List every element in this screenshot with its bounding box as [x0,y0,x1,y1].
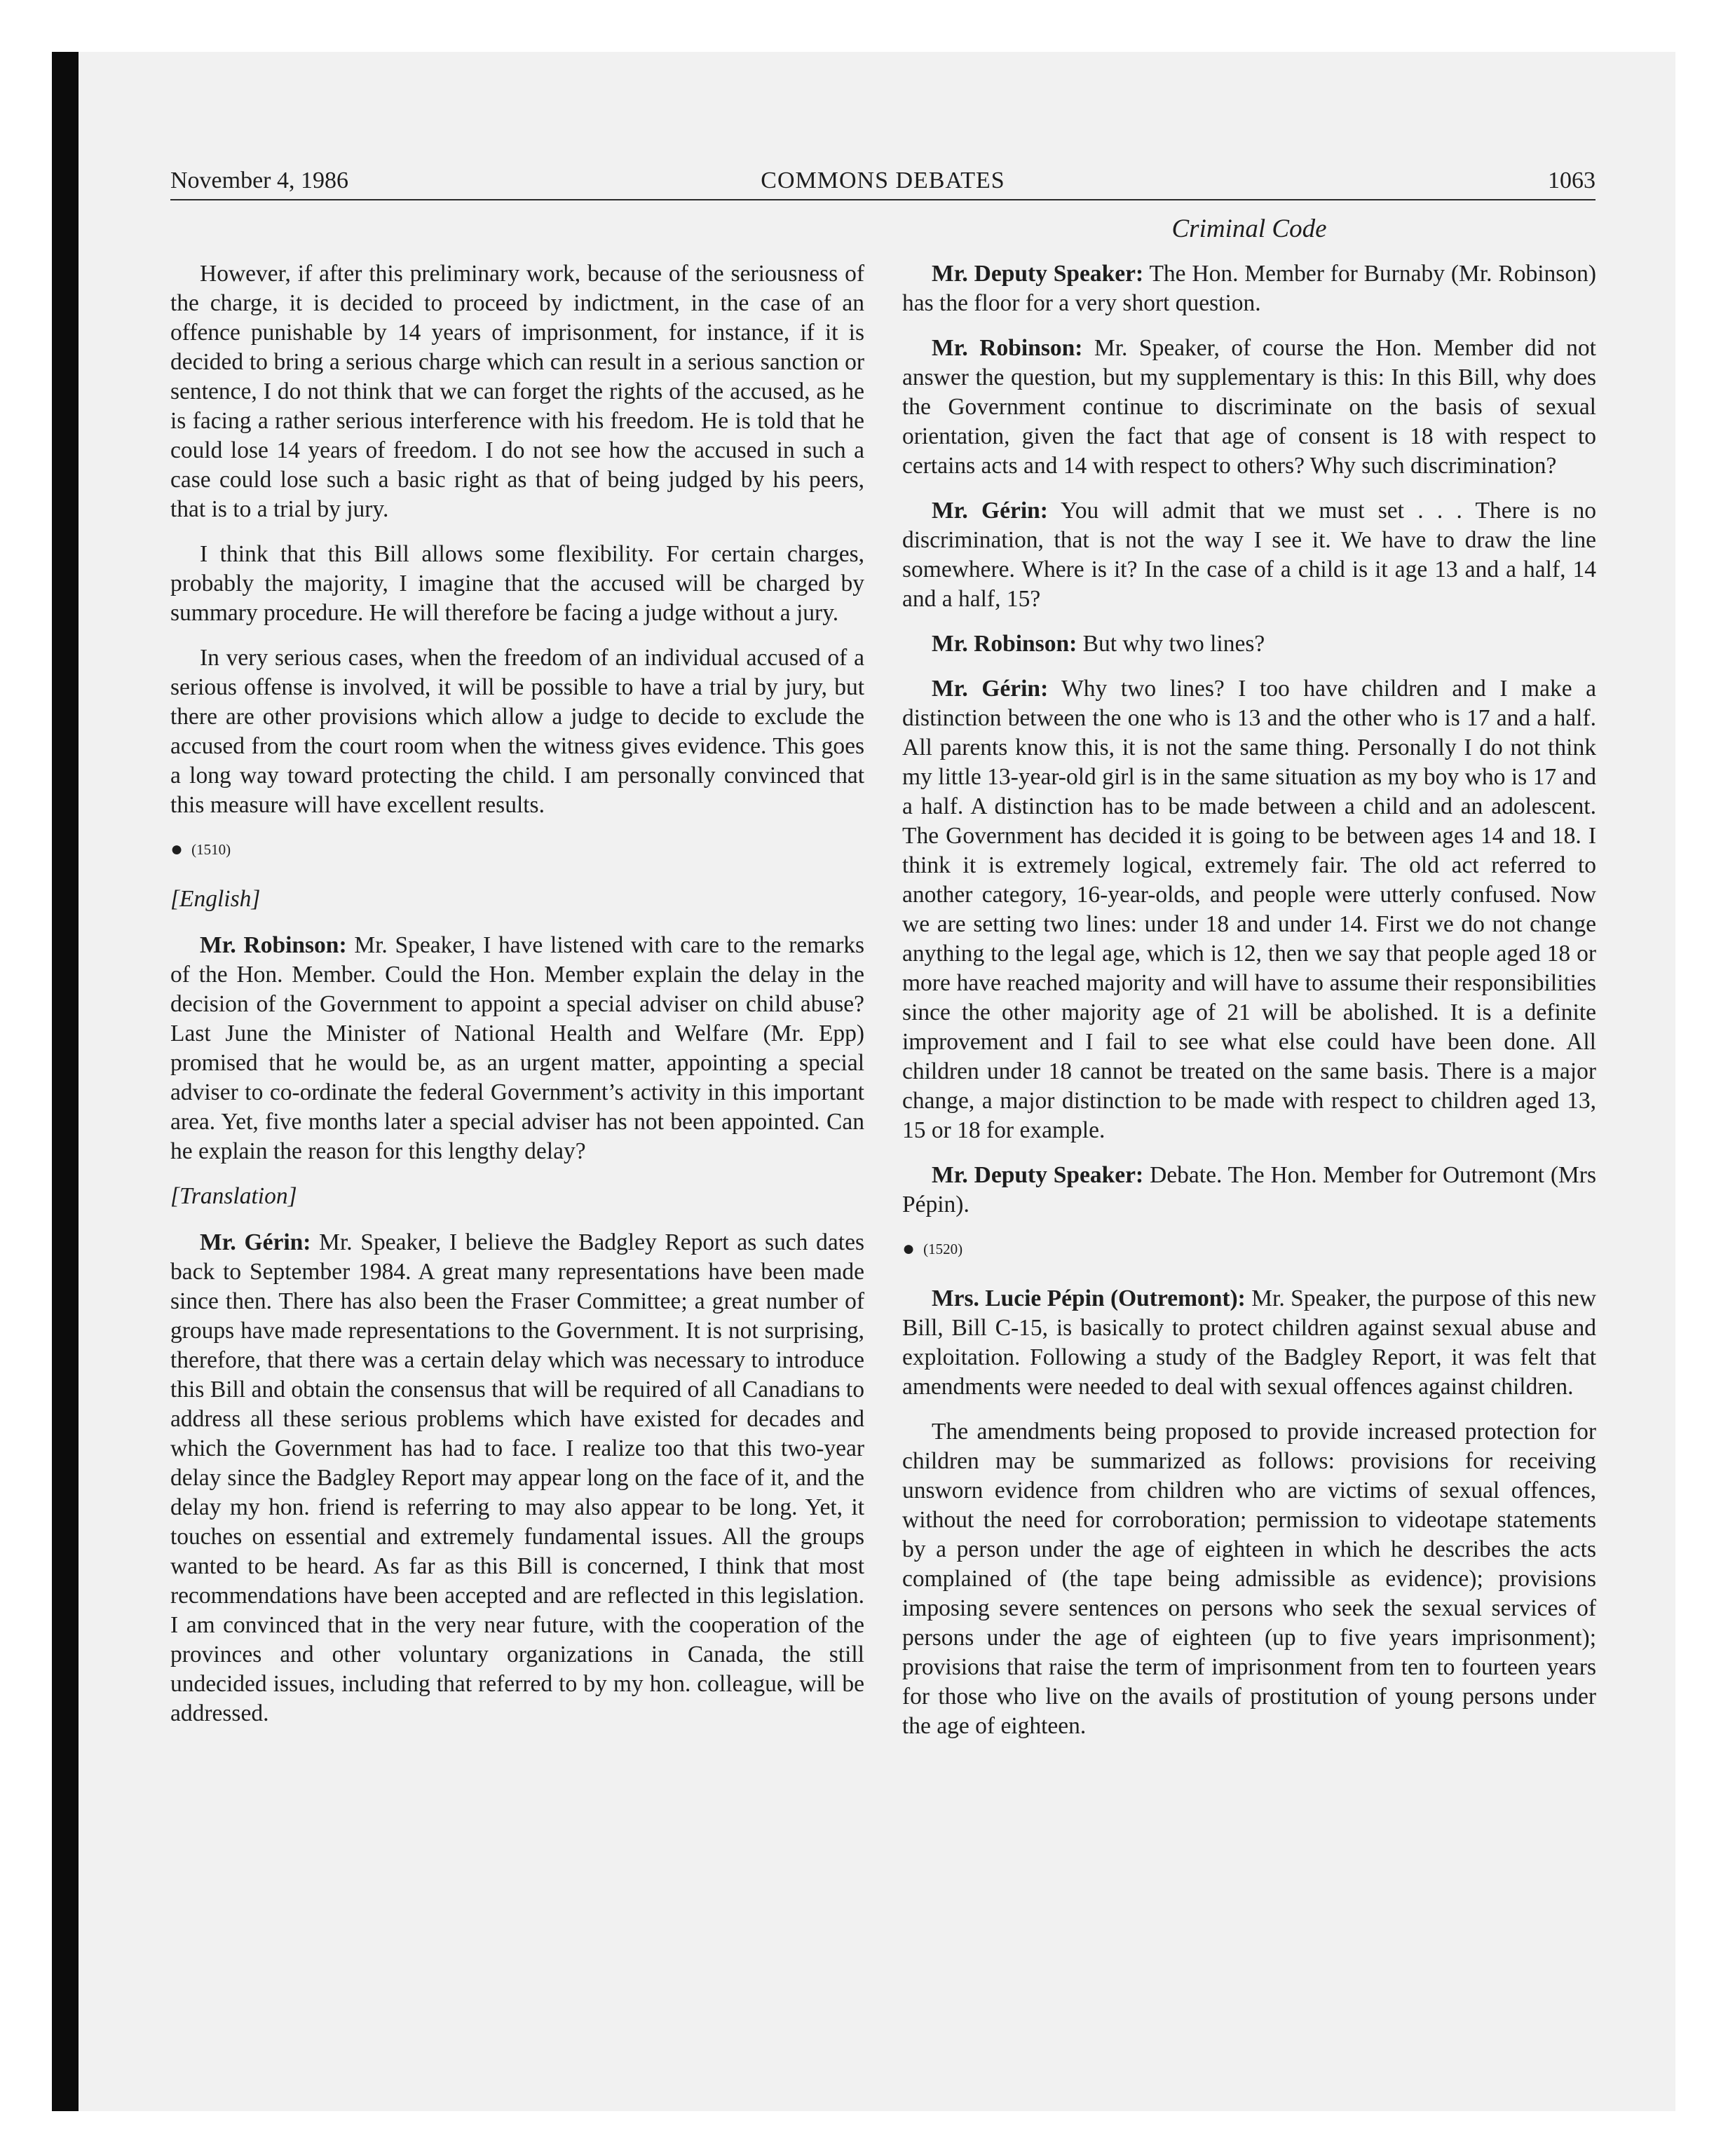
speech [902,334,1596,481]
speaker-name: Mr. Gérin: [200,1229,311,1255]
speech [170,1228,864,1728]
speech [902,674,1596,1145]
speech-text: Mr. Speaker, the purpose of this new Bill, Bill C-15, is basically to protect children against sexual abuse and exploitation. Following a study of the Badgley Report, it was felt that amendments were needed to deal with sexual offences against children. [902,1285,1596,1400]
speech-text: Mr. Speaker, of course the Hon. Member did not answer the question, but my supplementary is this: In this Bill, why does the Government continue to discriminate on the basis of sexual orientation, given the fact that age of consent is 18 with respect to certains acts and 14 with respect to others? Why such discrimination? [902,335,1596,479]
paragraph: I think that this Bill allows some flexibility. For certain charges, probably the majority, I imagine that the accused will be charged by summary procedure. He will therefore be facing a judge without a jury. [170,541,864,626]
speech-text: Why two lines? I too have children and I make a distinction between the one who is 13 and the other who is 17 and a half. All parents know this, it is not the same thing. Personally I do not think my little 13-year-old girl is in the same situation as my boy who is 17 and a half. A distinction has to be made between a child and an adolescent. The Government has decided it is going to be between ages 14 and 18. I think it is extremely logical, extremely fair. The old act referred to another category, 16-year-olds, and people were utterly confused. Now we are setting two lines: under 18 and under 14. First we do not change anything to the legal age, which is 12, then we say that people aged 18 or more have reached majority and will have to assume their responsibilities since the other majority age of 21 will be abolished. It is a definite improvement and I fail to see what else could have been done. All children under 18 cannot be treated on the same basis. There is a major change, a major distinction to be made with respect to children aged 13, 15 or 18 for example. [902,676,1596,1143]
header-publication: COMMONS DEBATES [761,168,1005,193]
speech [902,1284,1596,1402]
speech-text: The Hon. Member for Burnaby (Mr. Robinson) has the floor for a very short question. [902,261,1596,316]
paragraph: However, if after this preliminary work, because of the seriousness of the charge, it is decided to proceed by indictment, in the case of an offence punishable by 14 years of imprisonment, for instance, if it is decided to bring a serious charge which can result in a serious sanction or sentence, I do not think that we can forget the rights of the accused, as he is facing a rather serious interference with his freedom. He is told that he could lose 14 years of freedom. I do not see how the accused in such a case could lose such a basic right as that of being judged by his peers, that is to a trial by jury. [170,261,864,522]
scan-border [52,52,79,2111]
paragraph: The amendments being proposed to provide increased protection for children may be summarized as follows: provisions for receiving unsworn evidence from children who are victims of sexual offences, without the need for corroboration; permission to videotape statements by a person under the age of eighteen in which he describes the acts complained of (the tape being admissible as evidence); provisions imposing severe sentences on persons who seek the sexual services of persons under the age of eighteen (up to five years imprisonment); provisions that raise the term of imprisonment from ten to fourteen years for those who live on the avails of prostitution of young persons under the age of eighteen. [902,1419,1596,1739]
right-column [902,259,1596,1756]
speaker-name: Mr. Gérin: [932,676,1049,702]
paragraph: In very serious cases, when the freedom of an individual accused of a serious offense is involved, it will be possible to have a trial by jury, but there are other provisions which allow a judge to decide to exclude the accused from the court room when the witness gives evidence. This goes a long way toward protecting the child. I am personally convinced that this measure will have excellent results. [170,645,864,818]
speaker-name: Mrs. Lucie Pépin (Outremont): [932,1285,1246,1311]
bullet-icon: ● [170,838,184,861]
time-marker [902,1235,1596,1263]
left-column [170,259,864,1744]
time-marker-label: (1510) [191,841,231,858]
language-note: [Translation] [170,1183,297,1209]
speech [902,259,1596,318]
speech-text: You will admit that we must set . . . There is no discrimination, that is not the way I see it. We have to draw the line somewhere. Where is it? In the case of a child is it age 13 and a half, 14 and a half, 15? [902,498,1596,612]
language-note: [English] [170,886,261,912]
speech [902,629,1596,659]
page-number: 1063 [1548,168,1595,193]
speaker-name: Mr. Robinson: [200,932,347,958]
speech-text: But why two lines? [1077,631,1265,657]
time-marker-label: (1520) [923,1241,963,1257]
speech-text: Mr. Speaker, I believe the Badgley Report as such dates back to September 1984. A great many representations have been made since then. There has also been the Fraser Committee; a great number of groups have made representations to the Government. It is not surprising, therefore, that there was a certain delay which was necessary to introduce this Bill and obtain the consensus that will be required of all Canadians to address all these serious problems which have existed for decades and which the Government has had to face. I realize too that this two-year delay since the Badgley Report may appear long on the face of it, and the delay my hon. friend is referring to may also appear to be long. Yet, it touches on essential and extremely fundamental issues. All the groups wanted to be heard. As far as this Bill is concerned, I think that most recommendations have been accepted and are reflected in this legislation. I am convinced that in the very near future, with the cooperation of the provinces and other voluntary organizations in Canada, the still undecided issues, including that referred to by my hon. colleague, will be addressed. [170,1229,864,1726]
speech-text: Debate. The Hon. Member for Outremont (Mrs Pépin). [902,1162,1596,1217]
time-marker [170,835,864,864]
speech-text: Mr. Speaker, I have listened with care to the remarks of the Hon. Member. Could the Hon. Member explain the delay in the decision of the Government to appoint a special adviser on child abuse? Last June the Minister of National Health and Welfare (Mr. Epp) promised that he would be, as an urgent matter, appointing a special adviser to co-ordinate the federal Government’s activity in this important area. Yet, five months later a special adviser has not been appointed. Can he explain the reason for this lengthy delay? [170,932,865,1164]
speaker-name: Mr. Robinson: [932,335,1083,361]
page-header [170,163,1595,200]
section-title: Criminal Code [1171,214,1327,243]
speech [902,1161,1596,1220]
speaker-name: Mr. Robinson: [932,631,1077,657]
speech [170,931,864,1166]
speaker-name: Mr. Deputy Speaker: [932,1162,1144,1188]
header-date: November 4, 1986 [170,168,349,193]
bullet-icon: ● [902,1237,916,1260]
speech [902,496,1596,614]
speaker-name: Mr. Gérin: [932,498,1048,524]
speaker-name: Mr. Deputy Speaker: [932,261,1144,287]
